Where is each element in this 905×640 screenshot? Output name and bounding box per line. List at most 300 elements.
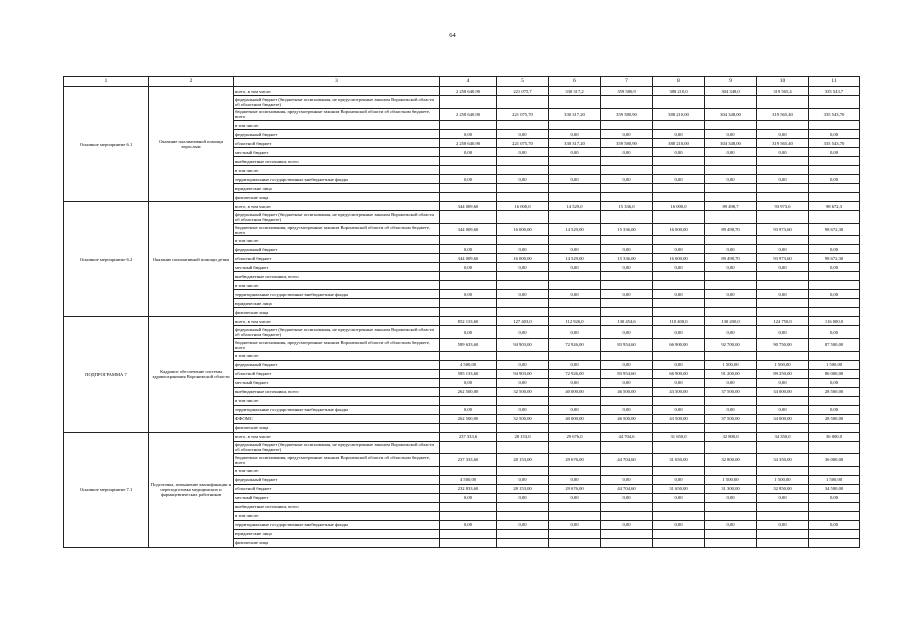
amount-cell: 319 565,40 [757, 108, 809, 121]
amount-cell [601, 96, 653, 109]
amount-cell: 116 000,0 [809, 317, 860, 326]
amount-cell: 0,00 [653, 520, 705, 529]
amount-cell: 589 633,60 [440, 338, 497, 351]
amount-cell [653, 121, 705, 130]
amount-cell: 127 403,0 [497, 317, 549, 326]
amount-cell: 232 833,60 [440, 484, 497, 493]
amount-cell [809, 236, 860, 245]
amount-cell: 16 000,00 [497, 254, 549, 263]
amount-cell: 0,00 [601, 326, 653, 339]
amount-cell [653, 211, 705, 224]
amount-cell: 72 926,00 [549, 369, 601, 378]
amount-cell: 34 350,00 [757, 454, 809, 467]
amount-cell: 83 954,60 [601, 338, 653, 351]
amount-cell [653, 538, 705, 547]
amount-cell: 46 500,00 [601, 387, 653, 396]
amount-cell [653, 529, 705, 538]
amount-cell: 0,00 [601, 148, 653, 157]
amount-cell: 1 500,00 [757, 360, 809, 369]
amount-cell: 0,00 [497, 520, 549, 529]
amount-cell: 0,00 [653, 493, 705, 502]
amount-cell: 0,00 [757, 405, 809, 414]
amount-cell: 0,00 [653, 378, 705, 387]
amount-cell: 93 973,60 [757, 254, 809, 263]
amount-cell [705, 121, 757, 130]
amount-cell [440, 272, 497, 281]
amount-cell [601, 529, 653, 538]
amount-cell: 44 704,60 [601, 454, 653, 467]
amount-cell: 0,00 [757, 378, 809, 387]
amount-cell [497, 157, 549, 166]
amount-cell [757, 502, 809, 511]
amount-cell: 0,00 [497, 130, 549, 139]
amount-cell [809, 96, 860, 109]
amount-cell: 40 000,00 [549, 387, 601, 396]
amount-cell [549, 236, 601, 245]
amount-cell: 0,00 [601, 263, 653, 272]
amount-cell [440, 211, 497, 224]
funding-source-label: федеральный бюджет (бюджетные ассигнования, не предусмотренные законом Воронежской области об областном бюджете) [234, 96, 440, 109]
amount-cell: 0,00 [705, 493, 757, 502]
amount-cell: 36 000,00 [809, 454, 860, 467]
amount-cell [549, 281, 601, 290]
amount-cell: 0,00 [497, 175, 549, 184]
amount-cell [757, 308, 809, 317]
table-row [64, 202, 860, 211]
amount-cell: 221 075,70 [497, 108, 549, 121]
amount-cell [601, 351, 653, 360]
funding-source-label: территориальные государственные внебюджетные фонды [234, 175, 440, 184]
amount-cell: 0,00 [653, 130, 705, 139]
amount-cell [653, 299, 705, 308]
amount-cell [549, 308, 601, 317]
amount-cell [549, 211, 601, 224]
amount-cell [757, 351, 809, 360]
amount-cell: 14 529,00 [549, 254, 601, 263]
amount-cell: 0,00 [601, 175, 653, 184]
amount-cell [440, 96, 497, 109]
funding-source-label: местный бюджет [234, 263, 440, 272]
amount-cell [809, 166, 860, 175]
amount-cell: 98 672,30 [809, 254, 860, 263]
amount-cell [653, 466, 705, 475]
amount-cell: 28 500,00 [809, 387, 860, 396]
funding-source-label: федеральный бюджет [234, 245, 440, 254]
funding-source-label: всего, в том числе: [234, 317, 440, 326]
amount-cell [705, 211, 757, 224]
amount-cell: 87 500,00 [809, 338, 860, 351]
funding-source-label: в том числе: [234, 396, 440, 405]
amount-cell [497, 166, 549, 175]
amount-cell [809, 538, 860, 547]
amount-cell [705, 281, 757, 290]
funding-source-label: юридические лица [234, 529, 440, 538]
funding-source-label: внебюджетные источники, всего [234, 502, 440, 511]
amount-cell [757, 511, 809, 520]
amount-cell [497, 308, 549, 317]
amount-cell: 335 543,70 [809, 139, 860, 148]
amount-cell [601, 502, 653, 511]
amount-cell: 0,00 [497, 245, 549, 254]
amount-cell [705, 441, 757, 454]
amount-cell: 330 317,2 [549, 87, 601, 96]
amount-cell: 28 153,00 [497, 454, 549, 467]
amount-cell [705, 538, 757, 547]
amount-cell: 0,00 [705, 175, 757, 184]
amount-cell [549, 423, 601, 432]
amount-cell [809, 529, 860, 538]
section-name: Основное мероприятие 7.1 [64, 432, 149, 547]
amount-cell [601, 193, 653, 202]
funding-source-label: областной бюджет [234, 254, 440, 263]
amount-cell: 31 650,00 [653, 454, 705, 467]
amount-cell [601, 157, 653, 166]
amount-cell: 0,00 [809, 326, 860, 339]
amount-cell: 16 000,0 [497, 202, 549, 211]
amount-cell [653, 166, 705, 175]
amount-cell: 0,00 [653, 148, 705, 157]
amount-cell: 0,00 [497, 360, 549, 369]
amount-cell [549, 441, 601, 454]
amount-cell [705, 299, 757, 308]
funding-source-label: физические лица [234, 308, 440, 317]
amount-cell [497, 423, 549, 432]
amount-cell [757, 423, 809, 432]
amount-cell [653, 236, 705, 245]
amount-cell: 359 580,90 [601, 108, 653, 121]
amount-cell: 0,00 [705, 520, 757, 529]
header-cell: 2 [149, 77, 234, 87]
funding-source-label: внебюджетные источники, всего [234, 272, 440, 281]
amount-cell [601, 272, 653, 281]
amount-cell [440, 308, 497, 317]
amount-cell [440, 529, 497, 538]
amount-cell: 359 580,90 [601, 139, 653, 148]
amount-cell [757, 538, 809, 547]
amount-cell [440, 281, 497, 290]
amount-cell: 0,00 [705, 405, 757, 414]
amount-cell: 0,00 [809, 175, 860, 184]
funding-source-label: федеральный бюджет [234, 360, 440, 369]
amount-cell [497, 511, 549, 520]
amount-cell [497, 211, 549, 224]
amount-cell: 0,00 [497, 148, 549, 157]
amount-cell [497, 441, 549, 454]
amount-cell [497, 299, 549, 308]
amount-cell [440, 423, 497, 432]
amount-cell: 221 075,7 [497, 87, 549, 96]
amount-cell [757, 193, 809, 202]
amount-cell: 0,00 [653, 360, 705, 369]
table-row [64, 432, 860, 441]
amount-cell: 0,00 [440, 130, 497, 139]
amount-cell [653, 308, 705, 317]
funding-source-label: физические лица [234, 538, 440, 547]
amount-cell: 0,00 [549, 326, 601, 339]
section-description: Оказание паллиативной помощи взрослым [149, 87, 234, 202]
amount-cell: 0,00 [809, 130, 860, 139]
amount-cell [705, 511, 757, 520]
header-cell: 7 [601, 77, 653, 87]
amount-cell: 0,00 [809, 263, 860, 272]
funding-source-label: областной бюджет [234, 484, 440, 493]
amount-cell: 0,00 [497, 493, 549, 502]
amount-cell [705, 423, 757, 432]
amount-cell: 262 500,00 [440, 387, 497, 396]
amount-cell: 335 543,7 [809, 87, 860, 96]
funding-source-label: в том числе: [234, 281, 440, 290]
section-name: Основное мероприятие 6.2 [64, 202, 149, 317]
amount-cell: 0,00 [497, 326, 549, 339]
amount-cell [440, 396, 497, 405]
table-row [64, 87, 860, 96]
amount-cell: 32 800,00 [705, 454, 757, 467]
amount-cell: 0,00 [549, 360, 601, 369]
amount-cell: 0,00 [757, 175, 809, 184]
amount-cell: 344 009,60 [440, 223, 497, 236]
amount-cell: 0,00 [440, 326, 497, 339]
funding-source-label: в том числе: [234, 121, 440, 130]
amount-cell [497, 396, 549, 405]
amount-cell [549, 538, 601, 547]
funding-source-label: ФФОМС [234, 414, 440, 423]
amount-cell: 237 333,6 [440, 432, 497, 441]
amount-cell: 34 000,00 [757, 387, 809, 396]
amount-cell: 0,00 [705, 290, 757, 299]
amount-cell [809, 441, 860, 454]
amount-cell [705, 272, 757, 281]
amount-cell: 0,00 [705, 263, 757, 272]
amount-cell: 304 348,00 [705, 108, 757, 121]
funding-source-label: физические лица [234, 193, 440, 202]
funding-source-label: бюджетные ассигнования, предусмотренные законом Воронежской области об областном бюджете, всего [234, 454, 440, 467]
amount-cell: 0,00 [601, 360, 653, 369]
amount-cell [440, 236, 497, 245]
amount-cell: 0,00 [653, 405, 705, 414]
amount-cell [653, 272, 705, 281]
amount-cell: 89 498,70 [705, 223, 757, 236]
funding-source-label: территориальные государственные внебюджетные фонды [234, 405, 440, 414]
amount-cell [653, 441, 705, 454]
amount-cell: 91 200,00 [705, 369, 757, 378]
amount-cell: 14 529,00 [549, 223, 601, 236]
section-description: Оказание паллиативной помощи детям [149, 202, 234, 317]
amount-cell: 388 210,00 [653, 139, 705, 148]
funding-source-label: в том числе: [234, 351, 440, 360]
funding-source-label: федеральный бюджет (бюджетные ассигнования, не предусмотренные законом Воронежской области об областном бюджете) [234, 441, 440, 454]
funding-source-label: местный бюджет [234, 493, 440, 502]
amount-cell: 0,00 [549, 245, 601, 254]
funding-source-label: территориальные государственные внебюджетные фонды [234, 520, 440, 529]
amount-cell: 330 317,20 [549, 139, 601, 148]
amount-cell: 0,00 [653, 475, 705, 484]
amount-cell: 93 973,60 [757, 223, 809, 236]
amount-cell [549, 121, 601, 130]
amount-cell [549, 396, 601, 405]
amount-cell: 34 350,0 [757, 432, 809, 441]
amount-cell [549, 351, 601, 360]
amount-cell: 0,00 [809, 520, 860, 529]
amount-cell: 34 000,00 [757, 414, 809, 423]
amount-cell: 0,00 [497, 263, 549, 272]
funding-source-label: федеральный бюджет (бюджетные ассигнования, не предусмотренные законом Воронежской области об областном бюджете) [234, 326, 440, 339]
amount-cell: 66 900,00 [653, 338, 705, 351]
header-cell: 8 [653, 77, 705, 87]
amount-cell [601, 211, 653, 224]
amount-cell: 0,00 [705, 326, 757, 339]
header-cell: 4 [440, 77, 497, 87]
amount-cell [809, 396, 860, 405]
amount-cell: 0,00 [440, 175, 497, 184]
amount-cell [601, 441, 653, 454]
amount-cell: 92 700,00 [705, 338, 757, 351]
amount-cell: 32 800,0 [705, 432, 757, 441]
amount-cell: 304 348,00 [705, 139, 757, 148]
amount-cell [705, 529, 757, 538]
amount-cell [705, 166, 757, 175]
amount-cell [549, 466, 601, 475]
amount-cell [809, 423, 860, 432]
budget-table [63, 76, 860, 548]
amount-cell [601, 281, 653, 290]
amount-cell [809, 299, 860, 308]
amount-cell: 0,00 [440, 148, 497, 157]
amount-cell: 237 333,60 [440, 454, 497, 467]
header-cell: 6 [549, 77, 601, 87]
amount-cell [653, 157, 705, 166]
amount-cell: 0,00 [809, 493, 860, 502]
amount-cell: 0,00 [549, 175, 601, 184]
amount-cell: 0,00 [549, 130, 601, 139]
amount-cell [705, 157, 757, 166]
amount-cell [601, 299, 653, 308]
header-cell: 9 [705, 77, 757, 87]
funding-source-label: федеральный бюджет [234, 130, 440, 139]
amount-cell: 1 500,00 [757, 475, 809, 484]
funding-source-label: внебюджетные источники, всего [234, 387, 440, 396]
amount-cell: 0,00 [497, 378, 549, 387]
funding-source-label: всего, в том числе: [234, 87, 440, 96]
funding-source-label: местный бюджет [234, 148, 440, 157]
amount-cell: 32 500,00 [497, 387, 549, 396]
amount-cell: 0,00 [601, 405, 653, 414]
amount-cell [601, 166, 653, 175]
amount-cell [601, 184, 653, 193]
amount-cell: 36 000,0 [809, 432, 860, 441]
amount-cell: 221 075,70 [497, 139, 549, 148]
amount-cell: 28 500,00 [809, 414, 860, 423]
funding-source-label: в том числе: [234, 236, 440, 245]
amount-cell: 124 750,0 [757, 317, 809, 326]
amount-cell [705, 351, 757, 360]
amount-cell: 0,00 [601, 130, 653, 139]
funding-source-label: федеральный бюджет [234, 475, 440, 484]
amount-cell [440, 121, 497, 130]
amount-cell: 0,00 [440, 263, 497, 272]
amount-cell [757, 396, 809, 405]
amount-cell [549, 272, 601, 281]
amount-cell: 585 133,60 [440, 369, 497, 378]
amount-cell: 46 500,00 [601, 414, 653, 423]
amount-cell: 40 000,00 [549, 414, 601, 423]
amount-cell: 319 565,40 [757, 139, 809, 148]
amount-cell [757, 121, 809, 130]
amount-cell [757, 96, 809, 109]
amount-cell [705, 308, 757, 317]
amount-cell: 112 926,0 [549, 317, 601, 326]
amount-cell: 0,00 [549, 290, 601, 299]
amount-cell: 2 258 640,90 [440, 139, 497, 148]
amount-cell: 0,00 [440, 493, 497, 502]
amount-cell [809, 351, 860, 360]
amount-cell [497, 538, 549, 547]
amount-cell [653, 423, 705, 432]
amount-cell [440, 166, 497, 175]
amount-cell: 1 500,00 [705, 360, 757, 369]
amount-cell [601, 538, 653, 547]
amount-cell: 0,00 [549, 475, 601, 484]
funding-source-label: областной бюджет [234, 369, 440, 378]
section-name: Основное мероприятие 6.1 [64, 87, 149, 202]
amount-cell: 0,00 [757, 263, 809, 272]
amount-cell: 0,00 [549, 148, 601, 157]
amount-cell [601, 396, 653, 405]
amount-cell [757, 184, 809, 193]
amount-cell [809, 121, 860, 130]
amount-cell [705, 96, 757, 109]
amount-cell [497, 502, 549, 511]
funding-source-label: физические лица [234, 423, 440, 432]
amount-cell: 0,00 [440, 378, 497, 387]
amount-cell [757, 166, 809, 175]
amount-cell: 0,00 [757, 520, 809, 529]
amount-cell: 66 900,00 [653, 369, 705, 378]
amount-cell [757, 441, 809, 454]
amount-cell: 0,00 [601, 475, 653, 484]
amount-cell: 0,00 [440, 520, 497, 529]
amount-cell [653, 281, 705, 290]
amount-cell [440, 511, 497, 520]
amount-cell [497, 351, 549, 360]
amount-cell [757, 299, 809, 308]
amount-cell: 37 500,00 [705, 387, 757, 396]
amount-cell: 262 500,00 [440, 414, 497, 423]
amount-cell [497, 96, 549, 109]
amount-cell: 1 500,00 [809, 360, 860, 369]
funding-source-label: бюджетные ассигнования, предусмотренные законом Воронежской области об областном бюджете, всего [234, 108, 440, 121]
amount-cell: 0,00 [757, 245, 809, 254]
amount-cell [809, 502, 860, 511]
funding-source-label: федеральный бюджет (бюджетные ассигнования, не предусмотренные законом Воронежской области об областном бюджете) [234, 211, 440, 224]
amount-cell [809, 157, 860, 166]
amount-cell: 0,00 [653, 175, 705, 184]
amount-cell [653, 396, 705, 405]
amount-cell: 2 258 640,90 [440, 108, 497, 121]
amount-cell: 89 498,7 [705, 202, 757, 211]
amount-cell [497, 529, 549, 538]
amount-cell: 44 704,60 [601, 484, 653, 493]
header-cell: 3 [234, 77, 440, 87]
amount-cell: 0,00 [809, 290, 860, 299]
amount-cell [757, 281, 809, 290]
amount-cell: 0,00 [653, 245, 705, 254]
amount-cell: 94 903,00 [497, 338, 549, 351]
amount-cell [549, 299, 601, 308]
section-name: ПОДПРОГРАММА 7 [64, 317, 149, 432]
amount-cell [549, 96, 601, 109]
amount-cell [653, 193, 705, 202]
amount-cell [809, 272, 860, 281]
